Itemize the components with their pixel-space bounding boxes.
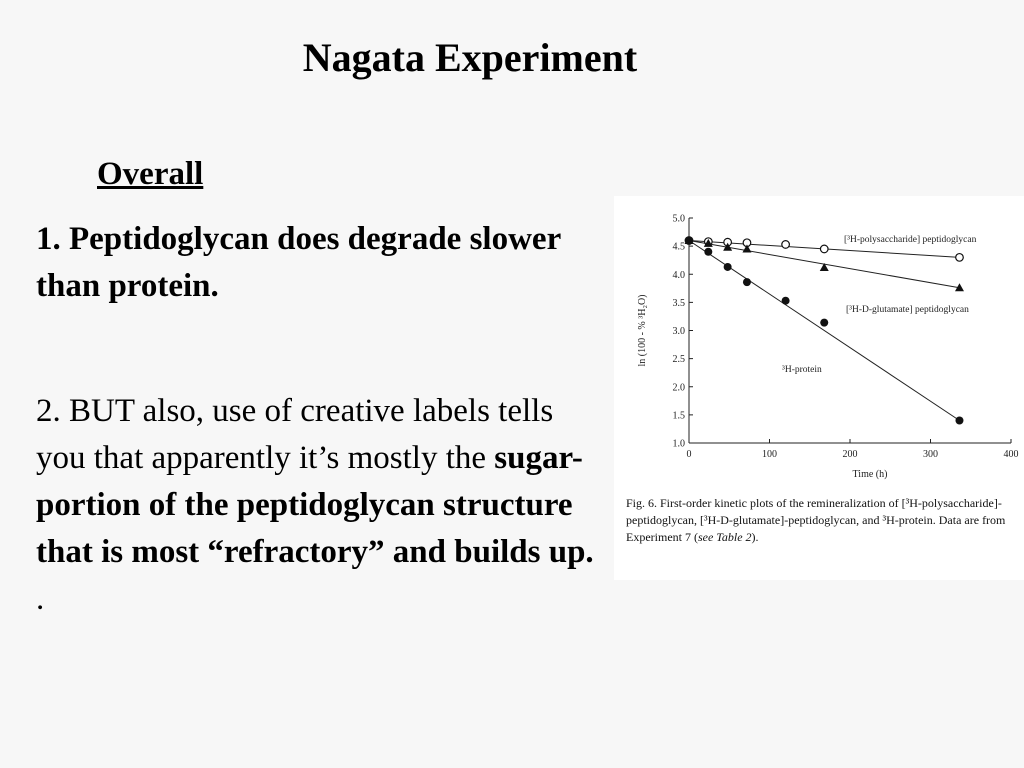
figure-caption xyxy=(626,495,1022,546)
x-axis-label: Time (h) xyxy=(852,469,888,480)
y-axis-label: ln (100 - % ³H₂O) xyxy=(637,294,648,367)
y-tick-label: 4.0 xyxy=(672,269,685,281)
series-label-1: [³H-D-glutamate] peptidoglycan xyxy=(846,305,969,315)
y-tick-label: 2.0 xyxy=(672,382,685,394)
data-point-series-2 xyxy=(724,263,732,271)
x-tick-label: 400 xyxy=(1003,449,1019,460)
caption-main: Fig. 6. First-order kinetic plots of the remineralization of [³H-polysaccharide]-peptidoglycan, [³H-D-glutamate]-peptidoglycan, and ³H-protein. Data are from Experiment 7 ( xyxy=(626,496,1006,544)
y-tick-label: 1.5 xyxy=(672,410,685,422)
x-tick-label: 200 xyxy=(842,449,858,460)
data-point-series-0 xyxy=(820,245,828,253)
data-point-series-2 xyxy=(704,248,712,256)
kinetic-chart xyxy=(614,196,1024,496)
x-tick-label: 100 xyxy=(762,449,777,460)
y-tick-label: 5.0 xyxy=(672,213,685,225)
caption-italic: see Table 2 xyxy=(697,530,752,544)
data-point-series-2 xyxy=(743,278,751,286)
data-point-series-2 xyxy=(782,297,790,305)
figure-panel xyxy=(614,196,1024,580)
data-point-series-0 xyxy=(782,241,790,249)
data-point-series-0 xyxy=(956,254,964,262)
series-label-2: ³H-protein xyxy=(782,365,822,375)
data-point-series-2 xyxy=(955,417,963,425)
point-2-prefix: 2. BUT also, use of creative labels tells you that apparently it’s mostly the xyxy=(36,393,554,476)
series-label-0: [³H-polysaccharide] peptidoglycan xyxy=(844,235,977,245)
y-tick-label: 2.5 xyxy=(672,354,685,366)
data-point-series-2 xyxy=(820,319,828,327)
caption-end: ). xyxy=(751,530,759,544)
point-2-bold: sugar-portion of the peptidoglycan structure that is most “refractory” and builds up. xyxy=(36,440,594,570)
y-tick-label: 1.0 xyxy=(672,438,685,450)
data-point-series-2 xyxy=(685,237,693,245)
overall-heading: Overall xyxy=(97,156,204,192)
point-1-text: 1. Peptidoglycan does degrade slower than protein. xyxy=(36,221,561,304)
point-2-text xyxy=(36,388,596,623)
point-2-suffix: . xyxy=(36,581,45,617)
x-tick-label: 300 xyxy=(923,449,938,460)
y-tick-label: 4.5 xyxy=(672,241,685,253)
x-tick-label: 0 xyxy=(686,449,692,460)
y-tick-label: 3.5 xyxy=(672,297,685,309)
y-tick-label: 3.0 xyxy=(672,326,685,337)
slide-title: Nagata Experiment xyxy=(302,35,638,80)
